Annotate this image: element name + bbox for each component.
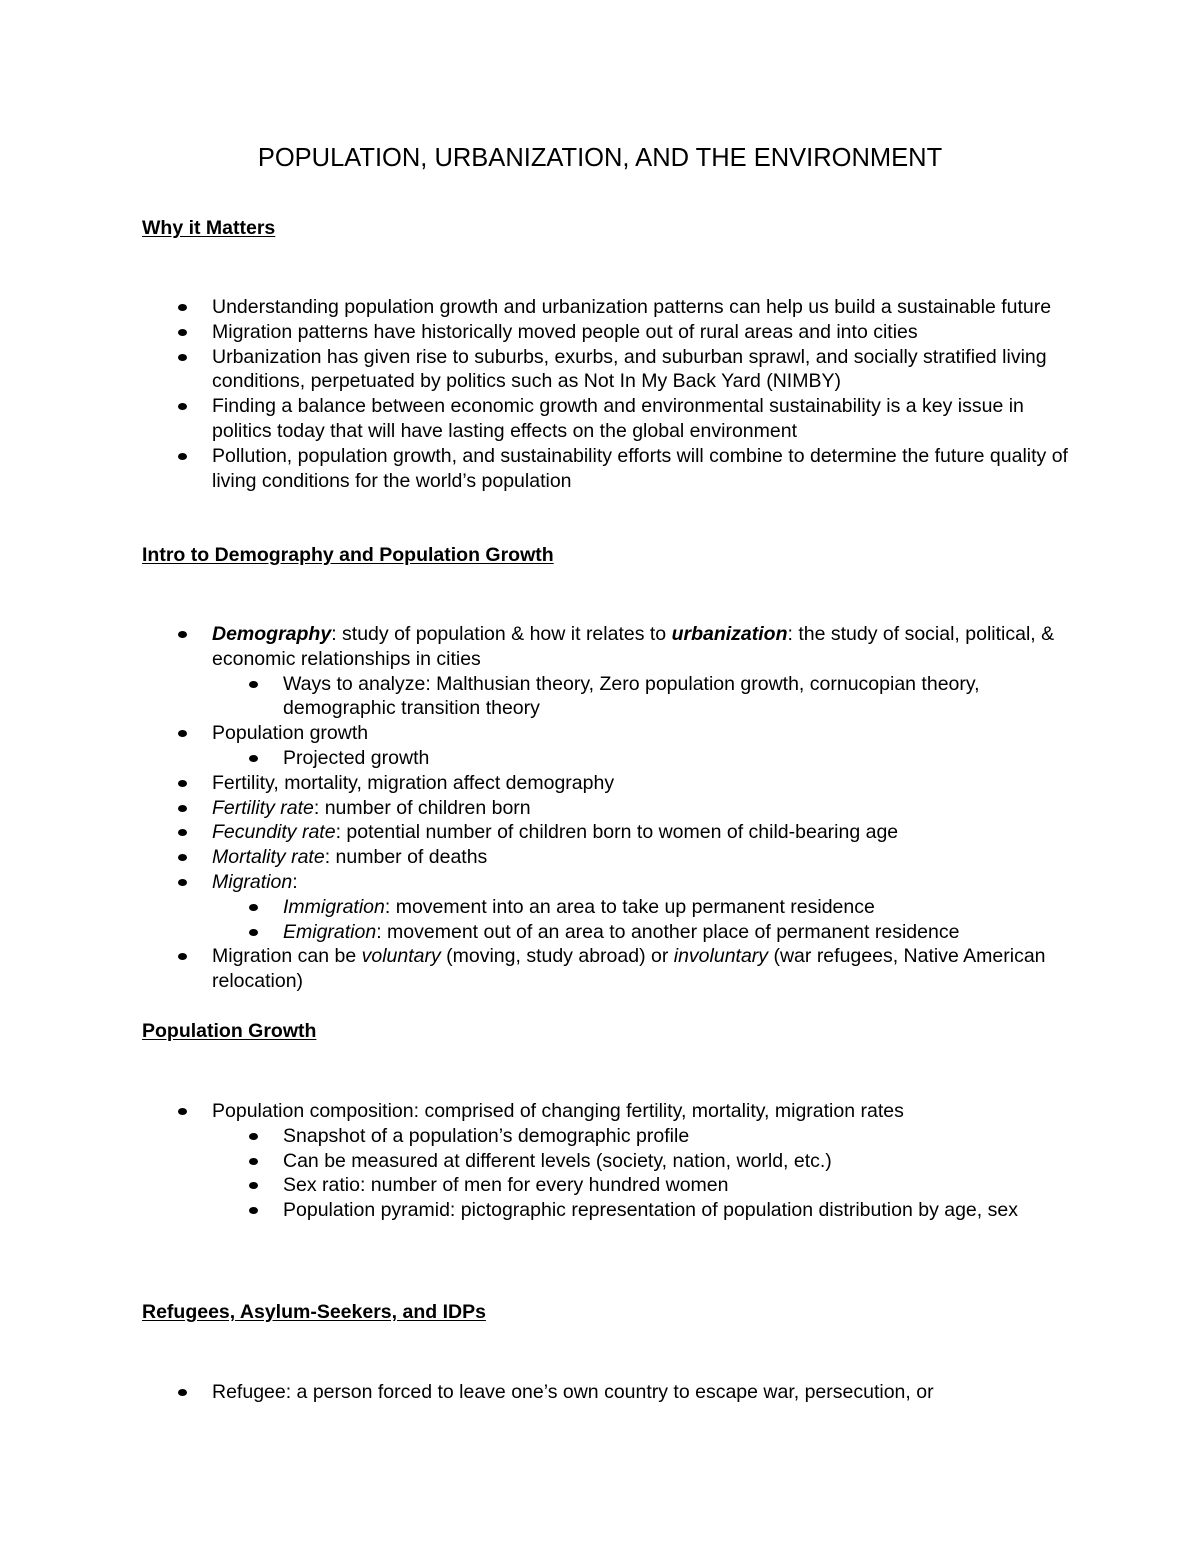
- section-heading-population-growth: Population Growth: [142, 1020, 317, 1042]
- list-item-demography: [212, 622, 1072, 672]
- list-item: Population composition: comprised of changing fertility, mortality, migration rates: [212, 1099, 1072, 1124]
- term-fertility-rate: Fertility rate: [212, 796, 314, 819]
- text-segment: (war refugees, Native American relocation): [212, 945, 1046, 993]
- term-immigration: Immigration: [283, 895, 385, 918]
- term-mortality-rate: Mortality rate: [212, 846, 325, 869]
- list-item: Finding a balance between economic growth and environmental sustainability is a key issue in politics today that will have lasting effects on the global environment: [212, 394, 1072, 444]
- section-heading-why-it-matters: Why it Matters: [142, 217, 276, 239]
- list-item-migration-types: [212, 944, 1072, 994]
- definition-text: : the study of social, political, & economic relationships in cities: [212, 623, 1055, 670]
- list-item-fertility-rate: [212, 796, 1072, 821]
- sub-list-item: Sex ratio: number of men for every hundred women: [283, 1173, 1073, 1198]
- term-voluntary: voluntary: [361, 945, 441, 968]
- definition-text: :: [292, 870, 298, 893]
- definition-text: : number of deaths: [324, 846, 488, 869]
- term-emigration: Emigration: [283, 920, 377, 943]
- definition-text: : movement out of an area to another place of permanent residence: [376, 920, 960, 943]
- intro-demography-list: [0, 622, 1073, 994]
- term-demography: Demography: [212, 623, 332, 645]
- definition-text: : study of population & how it relates to: [331, 623, 672, 645]
- term-fecundity-rate: Fecundity rate: [212, 821, 336, 844]
- term-urbanization: urbanization: [671, 623, 788, 645]
- list-item: Urbanization has given rise to suburbs, exurbs, and suburban sprawl, and socially stratified living conditions, perpetuated by politics such as Not In My Back Yard (NIMBY): [212, 345, 1072, 395]
- sub-list-item-immigration: [283, 895, 1073, 920]
- sub-list-item: Projected growth: [283, 746, 1073, 771]
- list-item: Fertility, mortality, migration affect demography: [212, 771, 1072, 796]
- list-item: Understanding population growth and urbanization patterns can help us build a sustainable future: [212, 295, 1072, 320]
- list-item-fecundity-rate: [212, 820, 1072, 845]
- population-growth-list: [0, 1099, 1073, 1223]
- text-segment: Migration can be: [212, 945, 362, 968]
- why-it-matters-list: [0, 295, 1072, 493]
- sub-list-item-emigration: [283, 920, 1073, 945]
- list-item-migration: [212, 870, 1072, 895]
- list-item: Pollution, population growth, and sustainability efforts will combine to determine the future quality of living conditions for the world’s population: [212, 444, 1072, 494]
- definition-text: : movement into an area to take up permanent residence: [384, 895, 875, 918]
- list-item: Migration patterns have historically moved people out of rural areas and into cities: [212, 320, 1072, 345]
- list-item: Population growth: [212, 721, 1072, 746]
- term-involuntary: involuntary: [673, 945, 769, 968]
- section-heading-refugees: Refugees, Asylum-Seekers, and IDPs: [142, 1301, 486, 1323]
- list-item-mortality-rate: [212, 845, 1072, 870]
- sub-list-item: Ways to analyze: Malthusian theory, Zero population growth, cornucopian theory, demographic transition theory: [283, 672, 1073, 722]
- list-item: Refugee: a person forced to leave one’s own country to escape war, persecution, or: [212, 1380, 1072, 1405]
- definition-text: : potential number of children born to women of child-bearing age: [335, 821, 899, 844]
- term-migration: Migration: [212, 870, 293, 893]
- sub-list-item: Snapshot of a population’s demographic profile: [283, 1124, 1073, 1149]
- section-heading-intro-demography: Intro to Demography and Population Growth: [142, 544, 554, 566]
- definition-text: : number of children born: [313, 796, 531, 819]
- refugees-list: [0, 1380, 1072, 1405]
- sub-list-item: Population pyramid: pictographic representation of population distribution by age, sex: [283, 1198, 1073, 1223]
- sub-list-item: Can be measured at different levels (society, nation, world, etc.): [283, 1149, 1073, 1174]
- text-segment: (moving, study abroad) or: [440, 945, 674, 968]
- document-title: POPULATION, URBANIZATION, AND THE ENVIRONMENT: [257, 144, 943, 172]
